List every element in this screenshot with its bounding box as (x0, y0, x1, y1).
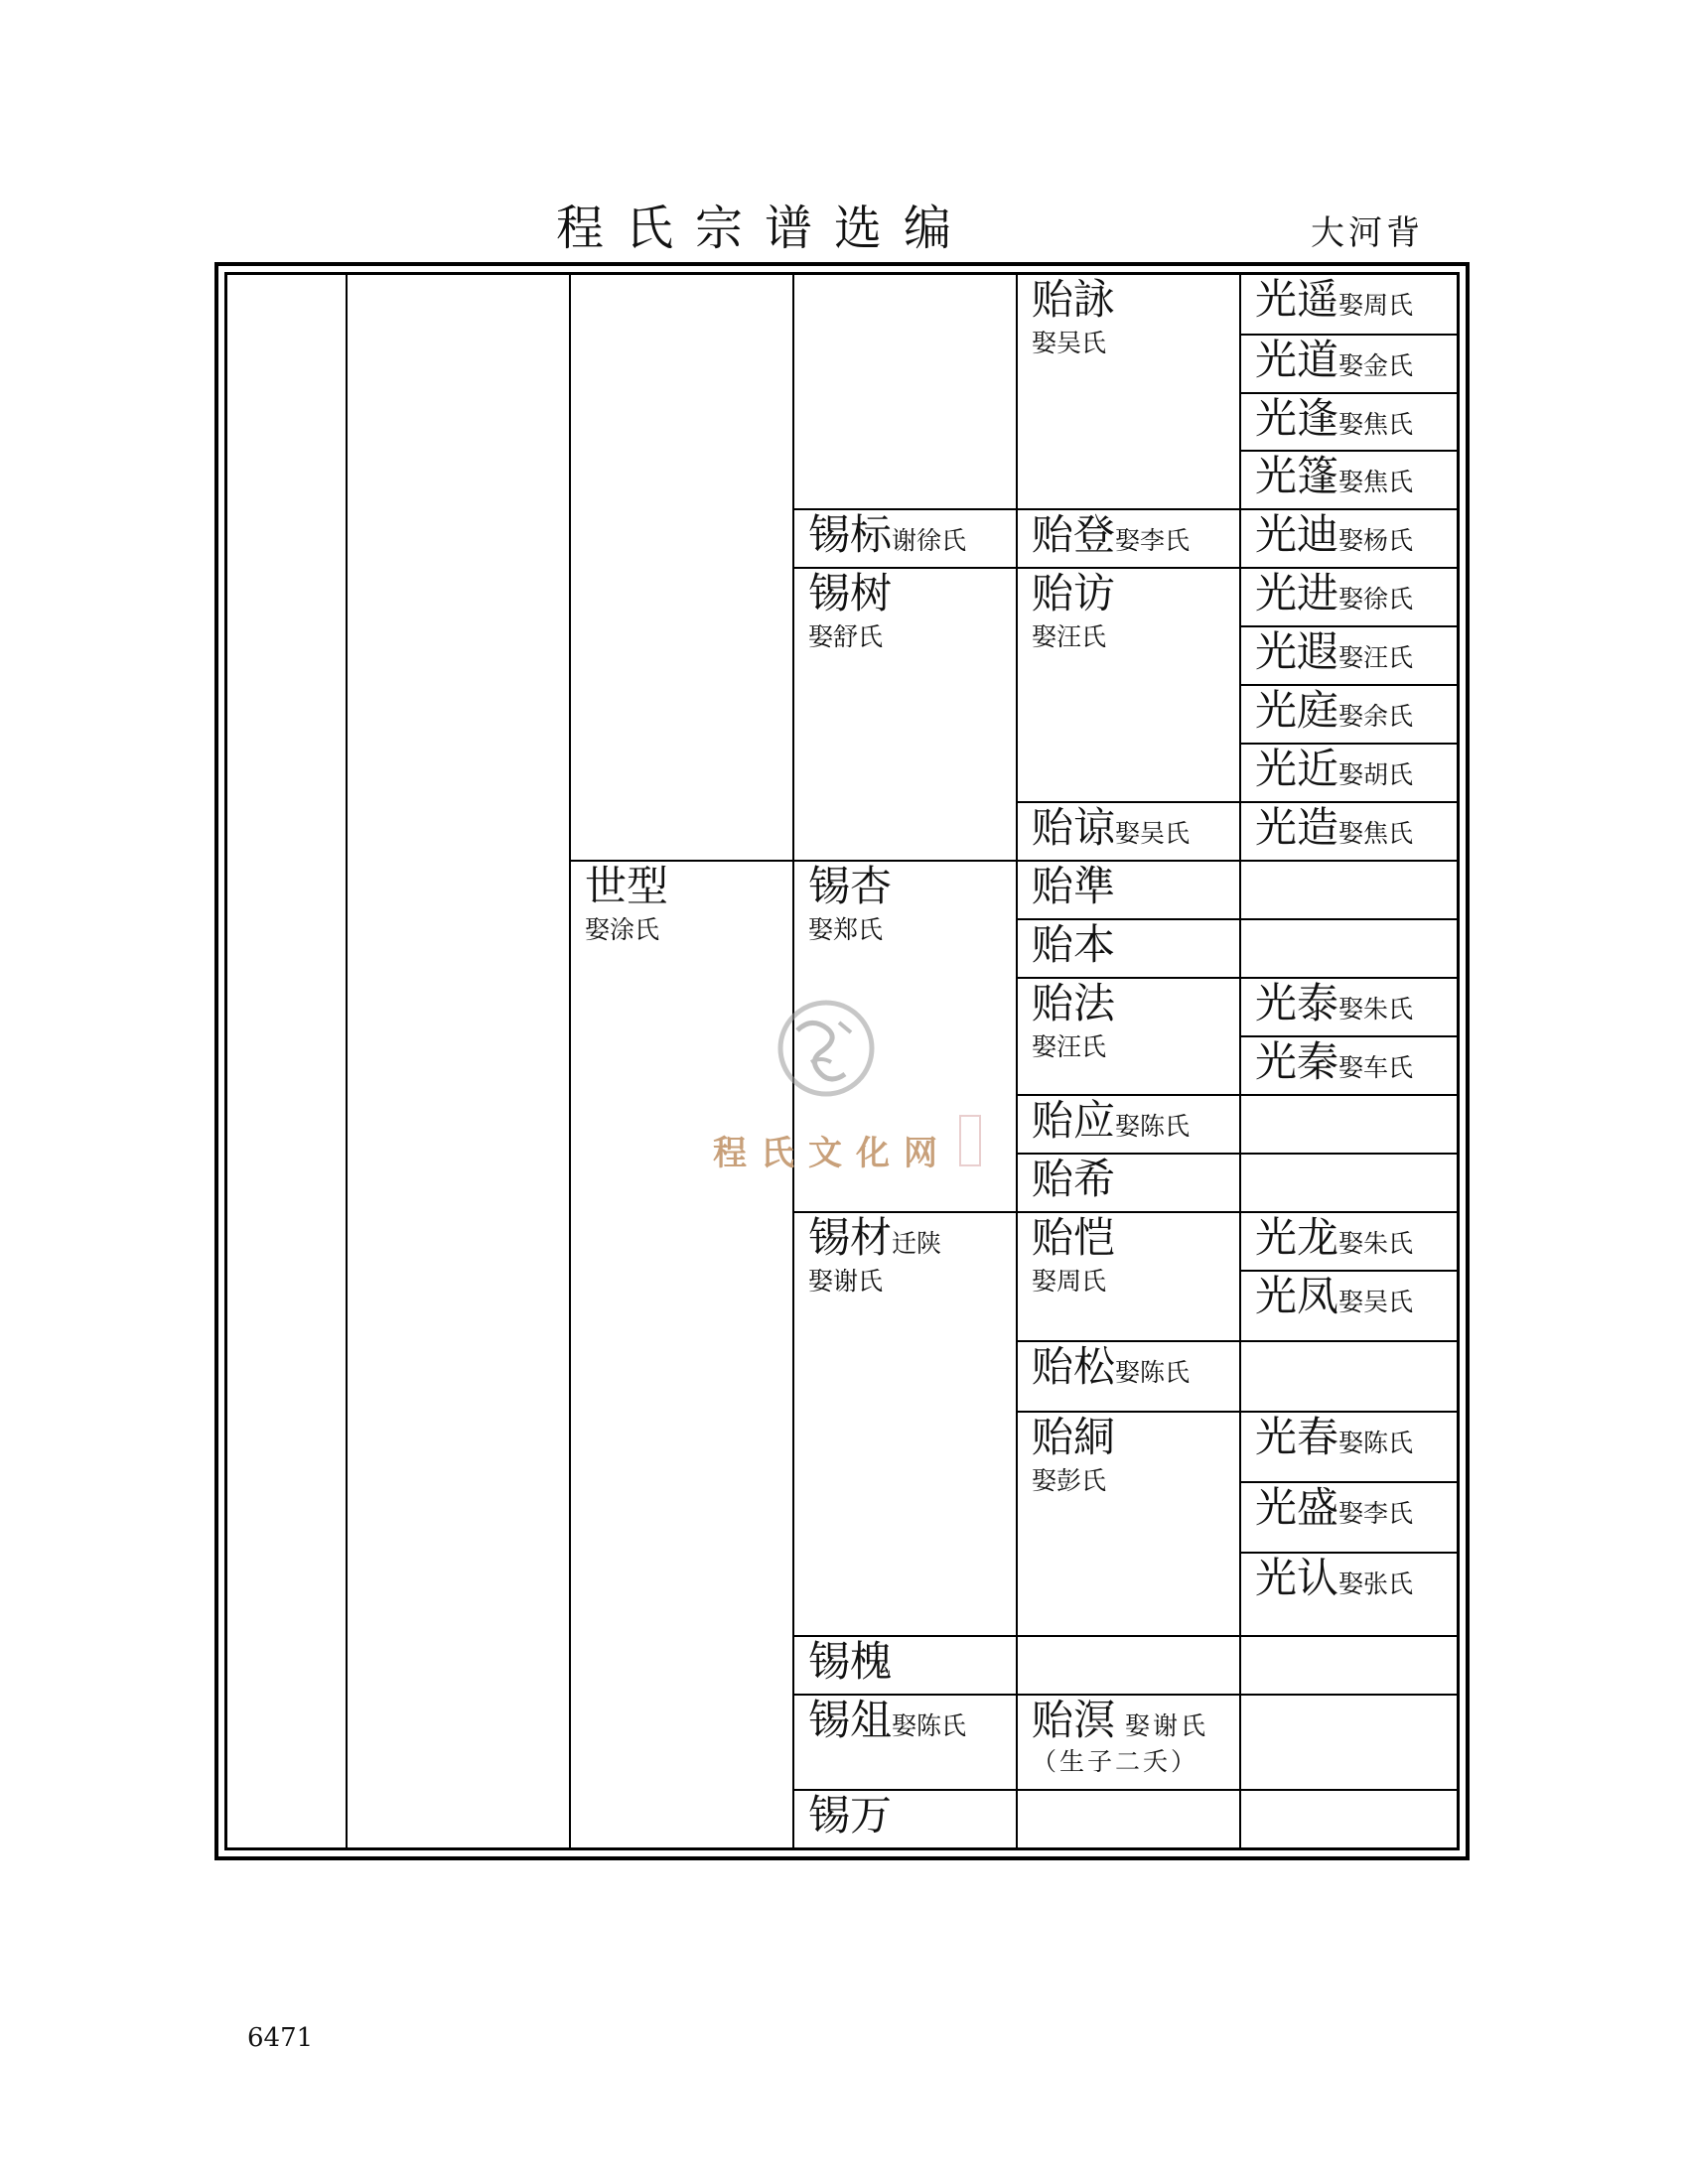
genealogy-cell-col5 (1018, 1411, 1239, 1635)
genealogy-cell-col6 (1241, 450, 1457, 508)
person-name: 光道 (1255, 336, 1339, 384)
spouse-note: 娶吴氏 (1115, 819, 1191, 848)
person-name: 光遥 (1255, 275, 1339, 324)
genealogy-cell-col5 (1018, 567, 1239, 801)
person-name: 光龙 (1255, 1213, 1339, 1262)
person-name: 光造 (1255, 803, 1339, 852)
genealogy-cell-col6 (1241, 977, 1457, 1035)
genealogy-cell-col6 (1241, 1035, 1457, 1094)
page-number: 6471 (247, 2023, 314, 2053)
spouse-note: 娶朱氏 (1338, 995, 1414, 1024)
genealogy-cell-col5 (1018, 1094, 1239, 1153)
genealogy-cell-col4 (794, 508, 1016, 567)
person-name: 贻法 (1032, 979, 1116, 1027)
person-name: 光迪 (1255, 510, 1339, 559)
spouse-note: 娶焦氏 (1338, 819, 1414, 848)
genealogy-cell-col5 (1018, 275, 1239, 508)
spouse-note: 娶汪氏 (1032, 622, 1107, 651)
page-title: 程氏宗谱选编 (556, 201, 974, 256)
person-name: 光春 (1255, 1413, 1339, 1461)
genealogy-cell-col5 (1018, 508, 1239, 567)
spouse-note: 娶汪氏 (1032, 1032, 1107, 1061)
genealogy-cell-col6 (1241, 508, 1457, 567)
spouse-note: 娶杨氏 (1338, 526, 1414, 555)
branch-name: 大河背 (1311, 213, 1424, 253)
genealogy-cell-col5 (1018, 860, 1239, 918)
genealogy-cell-col6 (1241, 392, 1457, 450)
spouse-note: 娶吴氏 (1032, 329, 1107, 357)
person-name: 锡杏 (808, 862, 893, 910)
person-name: 光凤 (1255, 1272, 1339, 1320)
genealogy-cell-col6 (1241, 918, 1457, 977)
person-name: 光进 (1255, 569, 1339, 617)
genealogy-cell-col5 (1018, 1635, 1239, 1694)
person-name: 贻詠 (1032, 275, 1116, 324)
genealogy-cell-col4 (794, 1694, 1016, 1789)
genealogy-cell-col6 (1241, 1094, 1457, 1153)
person-name: 光泰 (1255, 979, 1339, 1027)
person-name: 锡材 (808, 1213, 893, 1262)
genealogy-cell-col4 (794, 1789, 1016, 1847)
spouse-note: 娶胡氏 (1338, 760, 1414, 789)
column-divider (346, 275, 348, 1847)
genealogy-cell-col5 (1018, 1153, 1239, 1211)
genealogy-cell-col6 (1241, 684, 1457, 743)
person-name: 光近 (1255, 745, 1339, 793)
genealogy-cell-col5 (1018, 918, 1239, 977)
genealogy-cell-col6 (1241, 1153, 1457, 1211)
spouse-note: 娶李氏 (1338, 1499, 1414, 1528)
spouse-note: 娶陈氏 (892, 1711, 967, 1740)
genealogy-cell-col6 (1241, 860, 1457, 918)
genealogy-cell-col5 (1018, 1340, 1239, 1411)
person-name: 贻本 (1032, 920, 1116, 969)
genealogy-cell-col6 (1241, 1411, 1457, 1481)
person-name: 光庭 (1255, 686, 1339, 735)
spouse-note: 娶彭氏 (1032, 1466, 1107, 1495)
spouse-note: 娶朱氏 (1338, 1229, 1414, 1258)
person-name: 光遐 (1255, 627, 1339, 676)
genealogy-cell-col5 (1018, 1694, 1239, 1789)
genealogy-cell-col6 (1241, 1789, 1457, 1847)
person-name: 贻準 (1032, 862, 1116, 910)
spouse-note: 娶吴氏 (1338, 1288, 1414, 1316)
spouse-note: 娶陈氏 (1338, 1429, 1414, 1457)
genealogy-cell-col6 (1241, 334, 1457, 392)
genealogy-cell-col6 (1241, 1211, 1457, 1270)
genealogy-cell-col4 (794, 1211, 1016, 1635)
spouse-note: 娶谢氏 (1125, 1711, 1209, 1740)
person-name: 贻溟 (1032, 1696, 1116, 1744)
person-name: 贻恺 (1032, 1213, 1116, 1262)
spouse-note: 娶陈氏 (1115, 1358, 1191, 1387)
genealogy-cell-col6 (1241, 1552, 1457, 1635)
person-name: 光盛 (1255, 1483, 1339, 1532)
spouse-note: 娶张氏 (1338, 1570, 1414, 1598)
person-name: 锡槐 (808, 1637, 893, 1686)
genealogy-cell-col5 (1018, 1789, 1239, 1847)
genealogy-cell-col4 (794, 275, 1016, 508)
spouse-note: 娶车氏 (1338, 1053, 1414, 1082)
spouse-note: 娶余氏 (1338, 702, 1414, 731)
person-name: 光篷 (1255, 452, 1339, 500)
person-name: 贻谅 (1032, 803, 1116, 852)
watermark-text: 程氏文化网 (713, 1134, 951, 1173)
spouse-note: 娶金氏 (1338, 351, 1414, 380)
genealogy-cell-col5 (1018, 1211, 1239, 1340)
spouse-note: 娶周氏 (1338, 291, 1414, 320)
spouse-note: 娶汪氏 (1338, 643, 1414, 672)
genealogy-cell-col6 (1241, 801, 1457, 860)
genealogy-cell-col6 (1241, 1481, 1457, 1552)
person-name: 贻希 (1032, 1155, 1116, 1203)
spouse-note: 娶焦氏 (1338, 410, 1414, 439)
person-name: 光认 (1255, 1554, 1339, 1602)
spouse-note: 娶李氏 (1115, 526, 1191, 555)
person-name: 贻登 (1032, 510, 1116, 559)
person-name: 锡树 (808, 569, 893, 617)
person-name: 贻访 (1032, 569, 1116, 617)
person-name: 锡俎 (808, 1696, 893, 1744)
person-name: 锡万 (808, 1791, 893, 1840)
spouse-note: 娶周氏 (1032, 1267, 1107, 1296)
spouse-note: 娶涂氏 (585, 915, 660, 944)
spouse-note: 娶陈氏 (1115, 1112, 1191, 1141)
person-name: 贻松 (1032, 1342, 1116, 1391)
spouse-note: 娶郑氏 (808, 915, 884, 944)
genealogy-cell-col4 (794, 567, 1016, 860)
genealogy-cell-col5 (1018, 801, 1239, 860)
migration-note: 迁陕 (892, 1229, 942, 1258)
spouse-note: 谢徐氏 (892, 526, 967, 555)
person-name: 锡标 (808, 510, 893, 559)
spouse-note: 娶焦氏 (1338, 468, 1414, 496)
person-name: 贻应 (1032, 1096, 1116, 1145)
genealogy-cell-col6 (1241, 625, 1457, 684)
genealogy-cell-col4 (794, 1635, 1016, 1694)
genealogy-cell-col6 (1241, 275, 1457, 334)
genealogy-cell-col5 (1018, 977, 1239, 1094)
genealogy-cell-col6 (1241, 1270, 1457, 1340)
person-name: 世型 (585, 862, 669, 910)
genealogy-cell-col6 (1241, 743, 1457, 801)
genealogy-cell-col6 (1241, 1340, 1457, 1411)
person-name: 光秦 (1255, 1037, 1339, 1086)
children-note: （生子二夭） (1032, 1747, 1199, 1776)
person-name: 光逢 (1255, 394, 1339, 443)
genealogy-cell-col6 (1241, 567, 1457, 625)
genealogy-cell-col6 (1241, 1694, 1457, 1789)
spouse-note: 娶谢氏 (808, 1267, 884, 1296)
person-name: 贻絧 (1032, 1413, 1116, 1461)
spouse-note: 娶舒氏 (808, 622, 884, 651)
genealogy-cell-col6 (1241, 1635, 1457, 1694)
spouse-note: 娶徐氏 (1338, 585, 1414, 614)
